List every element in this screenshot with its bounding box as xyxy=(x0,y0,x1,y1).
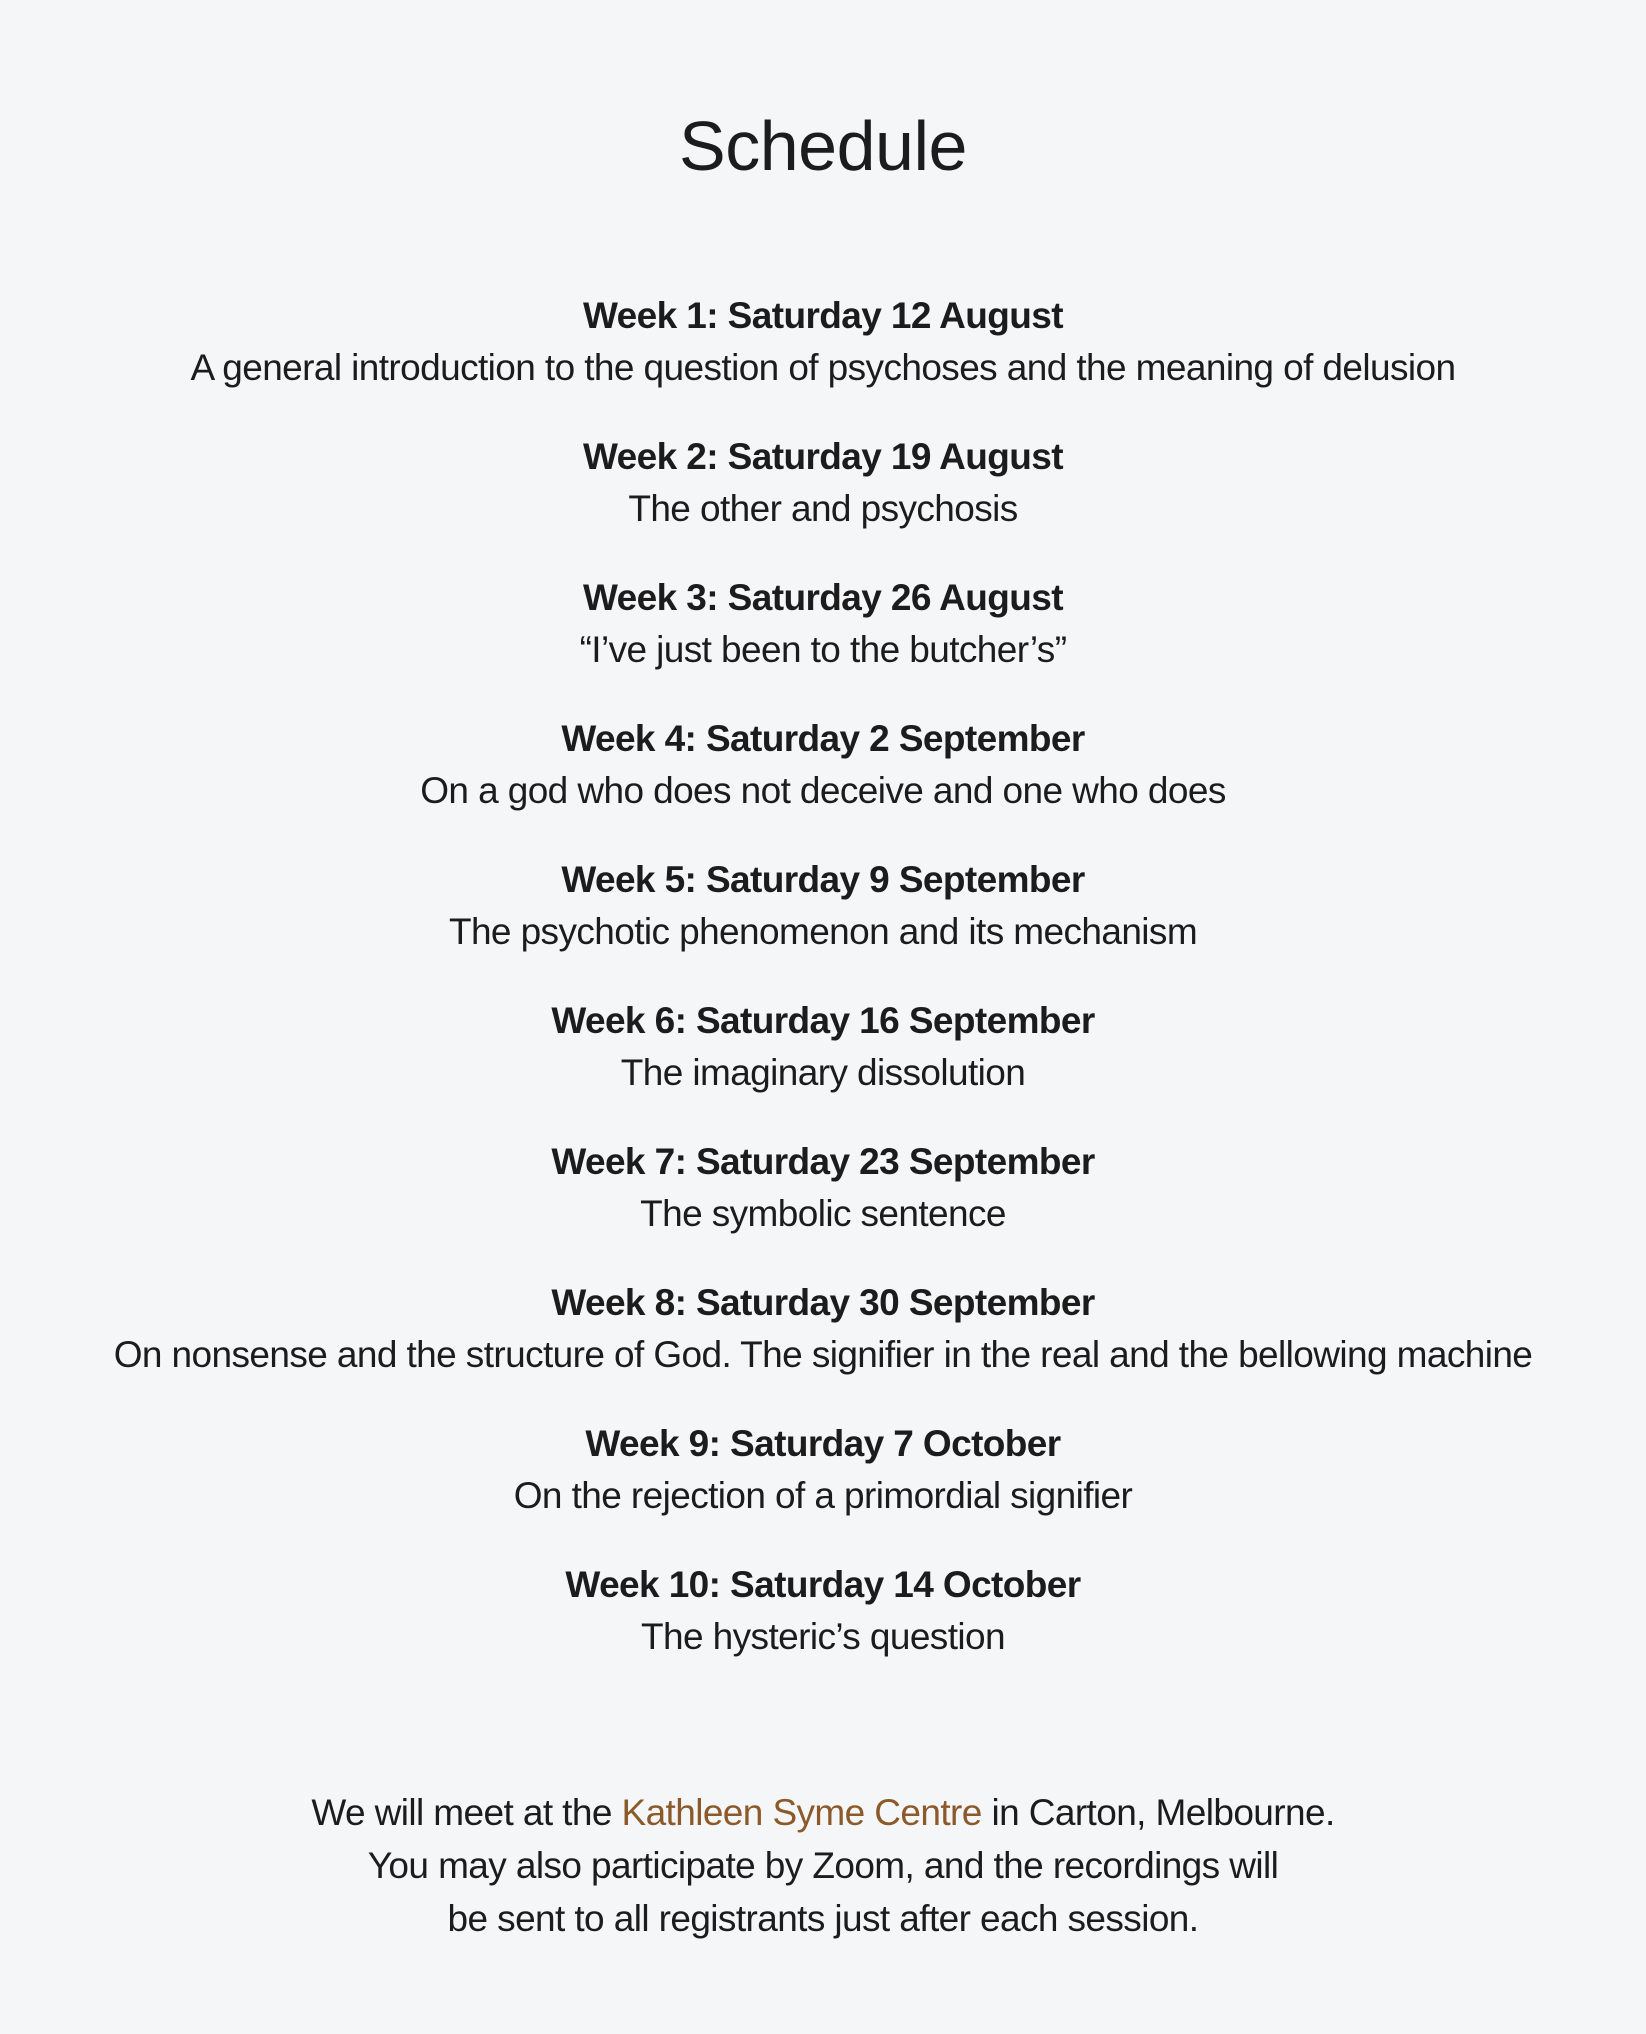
week-topic: The psychotic phenomenon and its mechanism xyxy=(448,911,1198,952)
week-topic: The other and psychosis xyxy=(628,488,1018,529)
week-item xyxy=(0,290,1646,431)
week-heading: Week 7: Saturday 23 September xyxy=(551,1141,1095,1182)
week-item xyxy=(0,713,1646,854)
week-topic: On a god who does not deceive and one who does xyxy=(420,770,1226,811)
week-item xyxy=(0,854,1646,995)
week-topic: “I’ve just been to the butcher’s” xyxy=(579,629,1067,670)
venue-text-before: We will meet at the xyxy=(311,1792,622,1833)
venue-line-2: You may also participate by Zoom, and the recordings will xyxy=(367,1845,1279,1886)
week-item xyxy=(0,572,1646,713)
week-heading: Week 4: Saturday 2 September xyxy=(561,718,1085,759)
week-heading: Week 6: Saturday 16 September xyxy=(551,1000,1095,1041)
week-item xyxy=(0,1418,1646,1559)
week-item xyxy=(0,1136,1646,1277)
kathleen-syme-centre-link[interactable]: Kathleen Syme Centre xyxy=(621,1792,982,1833)
week-topic: The hysteric’s question xyxy=(641,1616,1005,1657)
week-heading: Week 2: Saturday 19 August xyxy=(583,436,1063,477)
venue-line-1 xyxy=(0,1786,1646,1839)
week-item xyxy=(0,1277,1646,1418)
week-topic: On nonsense and the structure of God. The signifier in the real and the bellowing machine xyxy=(113,1334,1533,1375)
week-heading: Week 9: Saturday 7 October xyxy=(585,1423,1061,1464)
schedule-list xyxy=(0,290,1646,1700)
week-item xyxy=(0,1559,1646,1700)
week-heading: Week 1: Saturday 12 August xyxy=(583,295,1063,336)
week-topic: A general introduction to the question of psychoses and the meaning of delusion xyxy=(190,347,1456,388)
week-topic: On the rejection of a primordial signifier xyxy=(513,1475,1133,1516)
week-heading: Week 5: Saturday 9 September xyxy=(561,859,1085,900)
venue-line-3: be sent to all registrants just after each session. xyxy=(447,1898,1199,1939)
week-item xyxy=(0,995,1646,1136)
page-title: Schedule xyxy=(679,107,967,185)
venue-info xyxy=(0,1786,1646,1945)
week-topic: The symbolic sentence xyxy=(640,1193,1006,1234)
week-heading: Week 10: Saturday 14 October xyxy=(565,1564,1081,1605)
week-heading: Week 8: Saturday 30 September xyxy=(551,1282,1095,1323)
venue-text-after: in Carton, Melbourne. xyxy=(981,1792,1335,1833)
week-heading: Week 3: Saturday 26 August xyxy=(583,577,1063,618)
week-item xyxy=(0,431,1646,572)
week-topic: The imaginary dissolution xyxy=(620,1052,1026,1093)
